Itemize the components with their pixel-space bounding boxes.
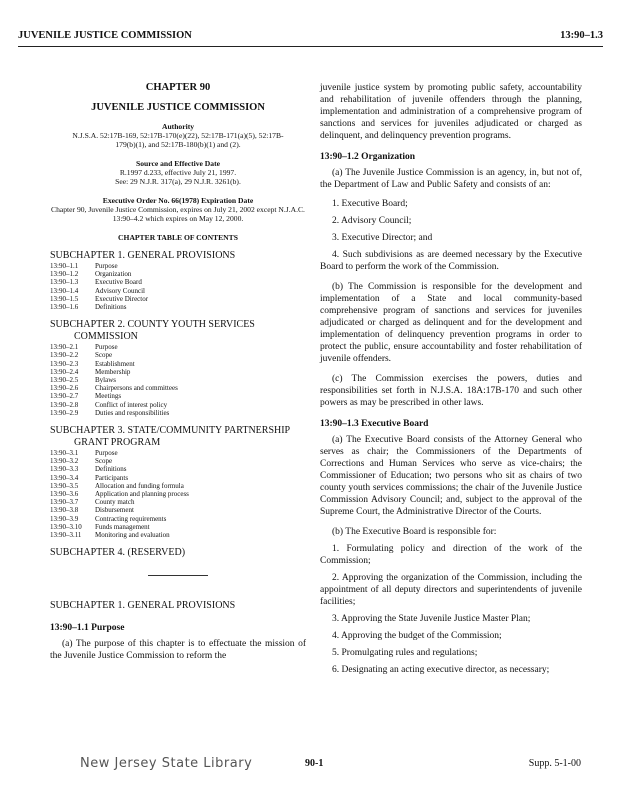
toc-entry-number: 13:90–1.4 [50, 286, 79, 295]
subchapter-1-heading: SUBCHAPTER 1. GENERAL PROVISIONS [50, 600, 236, 612]
toc-entry[interactable] [50, 498, 306, 506]
toc-entry-title: Funds management [95, 522, 150, 531]
organization-para-c: (c) The Commission exercises the powers, duties and responsibilities set forth in N.J.S.A. 18A:17B-170 and such other powers as may be prescribed in other laws. [320, 374, 582, 408]
toc-subchapter-3-title-line1: SUBCHAPTER 3. STATE/COMMUNITY PARTNERSHIP [50, 425, 291, 437]
toc-entry-number: 13:90–2.6 [50, 384, 79, 393]
toc-subchapter-4-title: SUBCHAPTER 4. (RESERVED) [50, 547, 186, 559]
toc-entry[interactable] [50, 376, 306, 384]
toc-entry-title: Conflict of interest policy [95, 400, 168, 409]
supplement-date: Supp. 5-1-00 [528, 758, 581, 769]
toc-subchapter-3 [50, 449, 306, 539]
toc-entry-number: 13:90–2.2 [50, 351, 79, 360]
toc-entry-number: 13:90–3.10 [50, 522, 82, 531]
executive-board-item-2: 2. Approving the organization of the Commission, including the appointment of all deputy directors and superintendents of juvenile facilities; [320, 573, 582, 607]
toc-entry-title: Duties and responsibilities [95, 408, 170, 417]
toc-entry-title: Meetings [95, 392, 122, 401]
library-watermark: New Jersey State Library [80, 756, 253, 771]
toc-entry-number: 13:90–3.4 [50, 473, 79, 482]
toc-entry-number: 13:90–2.4 [50, 367, 79, 376]
organization-para-a: (a) The Juvenile Justice Commission is an agency, in, but not of, the Department of Law and Public Safety and consists of an: [320, 168, 582, 190]
source-line-1: R.1997 d.233, effective July 21, 1997. [119, 168, 237, 177]
executive-board-item-1: 1. Formulating policy and direction of the work of the Commission; [320, 544, 582, 566]
toc-entry-title: Application and planning process [95, 490, 189, 499]
toc-entry[interactable] [50, 392, 306, 400]
toc-entry-title: Establishment [95, 359, 135, 368]
toc-entry-title: Contracting requirements [95, 514, 167, 523]
page-number: 90-1 [305, 758, 324, 769]
toc-entry-title: Definitions [95, 303, 127, 312]
header-section: 13:90–1.3 [560, 30, 603, 41]
toc-entry[interactable] [50, 449, 306, 457]
executive-board-para-a: (a) The Executive Board consists of the Attorney General who serves as chair; the Commissioners of the Departments of Corrections and Human Services who serve as vice-chairs; the Commissioner of Education; two persons who sit as chairs of two county youth services commissions; the chair of the Juvenile Justice Commission Advisory Council; and, subject to the approval of the Supreme Court, the Administrative Director of the Courts. [320, 435, 582, 517]
toc-subchapter-2-title [50, 319, 306, 343]
toc-entry-number: 13:90–1.2 [50, 270, 79, 279]
executive-board-item-5: 5. Promulgating rules and regulations; [332, 648, 478, 658]
toc-entry-title: Disbursement [95, 506, 134, 515]
toc-subchapter-1 [50, 262, 306, 311]
toc-subchapter-1-title: SUBCHAPTER 1. GENERAL PROVISIONS [50, 250, 236, 261]
toc-entry[interactable] [50, 303, 306, 311]
toc-entry[interactable] [50, 262, 306, 270]
toc-entry-number: 13:90–2.8 [50, 400, 79, 409]
toc-entry-title: Organization [95, 270, 132, 279]
toc-entry-number: 13:90–1.1 [50, 262, 79, 270]
toc-entry-number: 13:90–1.6 [50, 303, 79, 312]
organization-heading: 13:90–1.2 Organization [320, 152, 415, 162]
toc-entry-number: 13:90–1.5 [50, 294, 79, 303]
toc-entry-title: Definitions [95, 465, 127, 474]
toc-entry-number: 13:90–3.11 [50, 531, 82, 540]
chapter-number: CHAPTER 90 [145, 82, 211, 93]
toc-entry-number: 13:90–2.5 [50, 376, 79, 385]
toc-entry-number: 13:90–3.1 [50, 449, 79, 458]
toc-entry-number: 13:90–3.2 [50, 457, 79, 466]
executive-board-item-6: 6. Designating an acting executive director, as necessary; [332, 665, 550, 675]
source-line-2: See: 29 N.J.R. 317(a), 29 N.J.R. 3261(b). [115, 177, 241, 186]
chapter-title: JUVENILE JUSTICE COMMISSION [91, 102, 265, 113]
toc-entry[interactable] [50, 384, 306, 392]
toc-entry[interactable] [50, 343, 306, 351]
toc-entry-number: 13:90–3.7 [50, 498, 79, 507]
toc-entry-number: 13:90–2.7 [50, 392, 79, 401]
toc-entry-title: Bylaws [95, 376, 116, 385]
toc-entry[interactable] [50, 409, 306, 417]
toc-entry-number: 13:90–3.8 [50, 506, 79, 515]
toc-entry-title: Membership [95, 367, 131, 376]
toc-entry-number: 13:90–2.3 [50, 359, 79, 368]
toc-entry-title: Purpose [95, 449, 118, 458]
toc-subchapter-3-title-line2: GRANT PROGRAM [74, 437, 161, 449]
executive-board-item-4: 4. Approving the budget of the Commission; [332, 631, 502, 641]
toc-entry-title: Allocation and funding formula [95, 481, 184, 490]
organization-list [320, 196, 582, 247]
toc-entry[interactable] [50, 482, 306, 490]
toc-entry-title: Participants [95, 473, 129, 482]
executive-board-item-3: 3. Approving the State Juvenile Justice Master Plan; [332, 614, 531, 624]
toc-entry[interactable] [50, 401, 306, 409]
toc-entry[interactable] [50, 295, 306, 303]
organization-item-1: 1. Executive Board; [332, 199, 408, 209]
source-heading: Source and Effective Date [135, 159, 220, 168]
toc-entry-title: Scope [95, 351, 113, 360]
toc-entry-number: 13:90–3.5 [50, 481, 79, 490]
executive-board-heading: 13:90–1.3 Executive Board [320, 419, 429, 429]
toc-subchapter-2-title-line1: SUBCHAPTER 2. COUNTY YOUTH SERVICES [50, 319, 255, 331]
organization-item-2: 2. Advisory Council; [332, 216, 412, 226]
toc-entry[interactable] [50, 531, 306, 539]
toc-subchapter-2 [50, 343, 306, 417]
toc-heading: CHAPTER TABLE OF CONTENTS [118, 233, 238, 242]
authority-heading: Authority [161, 122, 195, 131]
purpose-heading: 13:90–1.1 Purpose [50, 623, 125, 634]
purpose-continuation: juvenile justice system by promoting public safety, accountability and rehabilitation of juvenile offenders through the planning, implementation and administration of a comprehensive program of sanctions and services for juveniles adjudicated or charged as delinquent, and delinquency prevention programs. [320, 83, 582, 141]
toc-entry-number: 13:90–2.9 [50, 408, 79, 417]
toc-entry-number: 13:90–3.6 [50, 490, 79, 499]
toc-entry-title: Scope [95, 457, 113, 466]
organization-item-3: 3. Executive Director; and [332, 233, 433, 243]
toc-entry-number: 13:90–3.9 [50, 514, 79, 523]
right-column [320, 82, 582, 676]
header-title: JUVENILE JUSTICE COMMISSION [18, 30, 192, 41]
toc-entry-number: 13:90–2.1 [50, 343, 79, 352]
toc-entry-title: Executive Board [95, 278, 142, 287]
toc-entry-title: Executive Director [95, 294, 149, 303]
organization-item-4: 4. Such subdivisions as are deemed necessary by the Executive Board to perform the work of the Commission. [320, 250, 582, 272]
toc-entry[interactable] [50, 465, 306, 473]
executive-board-para-b: (b) The Executive Board is responsible for: [332, 527, 497, 537]
toc-entry-number: 13:90–1.3 [50, 278, 79, 287]
section-divider [148, 575, 208, 576]
purpose-paragraph: (a) The purpose of this chapter is to effectuate the mission of the Juvenile Justice Commission to reform the [50, 639, 306, 662]
toc-entry-title: Purpose [95, 262, 118, 270]
left-column [50, 82, 306, 662]
authority-text: N.J.S.A. 52:17B-169, 52:17B-170(e)(22), 52:17B-171(a)(5), 52:17B-179(b)(1), and 52:17B-180(b)(1) and (2). [72, 131, 284, 149]
toc-entry[interactable] [50, 515, 306, 523]
toc-entry[interactable] [50, 270, 306, 278]
toc-entry-title: County match [95, 498, 135, 507]
page-footer [80, 758, 581, 778]
expiration-text: Chapter 90, Juvenile Justice Commission, expires on July 21, 2002 except N.J.A.C. 13:90–4.2 which expires on May 12, 2000. [51, 205, 305, 223]
toc-entry[interactable] [50, 457, 306, 465]
toc-entry-title: Purpose [95, 343, 118, 352]
running-header [18, 30, 603, 47]
toc-entry[interactable] [50, 287, 306, 295]
toc-entry[interactable] [50, 368, 306, 376]
toc-entry[interactable] [50, 360, 306, 368]
toc-entry-title: Monitoring and evaluation [95, 531, 170, 540]
toc-entry[interactable] [50, 490, 306, 498]
toc-entry[interactable] [50, 506, 306, 514]
toc-entry[interactable] [50, 474, 306, 482]
toc-entry[interactable] [50, 351, 306, 359]
toc-subchapter-2-title-line2: COMMISSION [74, 331, 138, 343]
toc-entry-title: Chairpersons and committees [95, 384, 178, 393]
toc-entry-title: Advisory Council [95, 286, 145, 295]
toc-entry-number: 13:90–3.3 [50, 465, 79, 474]
toc-entry[interactable] [50, 278, 306, 286]
toc-entry[interactable] [50, 523, 306, 531]
toc-subchapter-3-title [50, 425, 306, 449]
expiration-heading: Executive Order No. 66(1978) Expiration Date [102, 196, 254, 205]
organization-para-b: (b) The Commission is responsible for the development and implementation of a State and local community-based comprehensive program of sanctions and services for juveniles adjudicated or charged as delinquent and for the development and implementation of delinquency prevention programs in order to protect the public, ensure accountability and foster rehabilitation of juvenile offenders. [320, 282, 582, 364]
